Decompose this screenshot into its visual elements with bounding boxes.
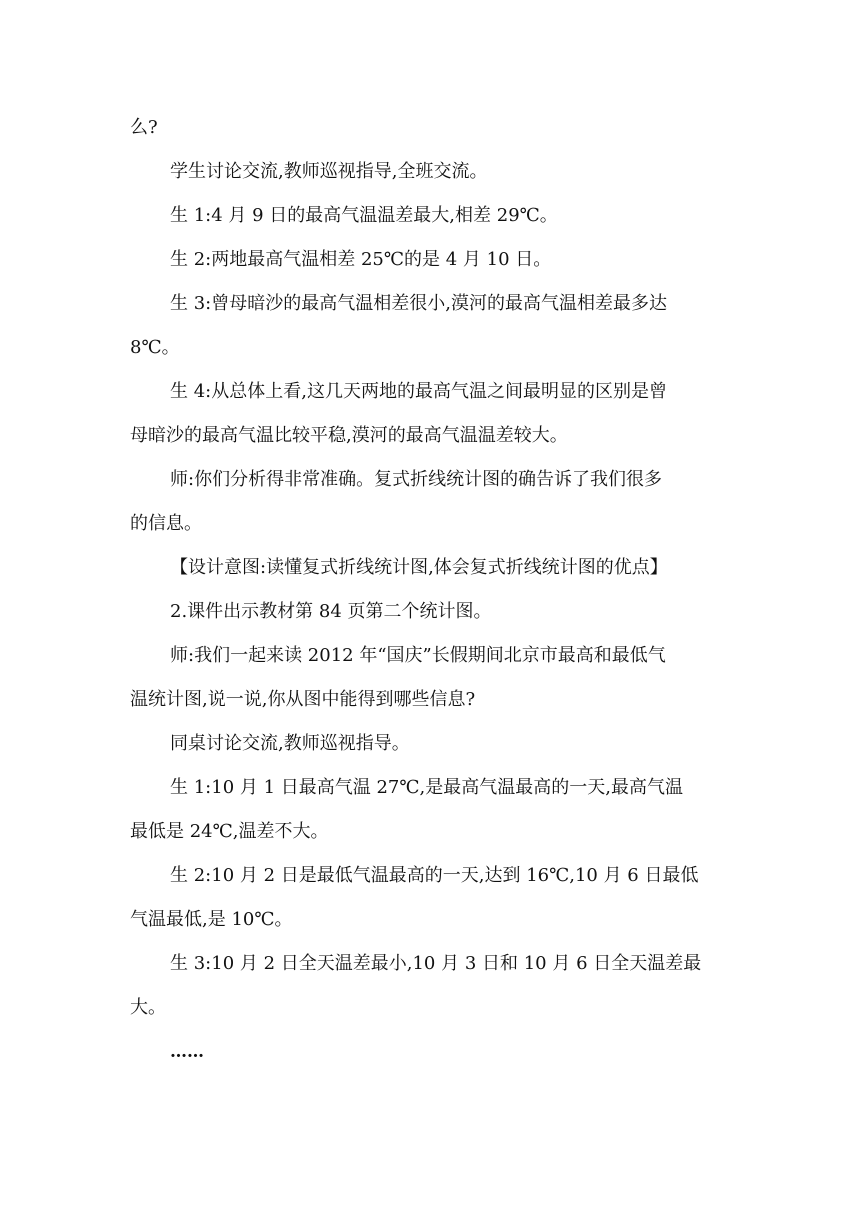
text-line: 8℃。 xyxy=(130,337,180,358)
text-line: 大。 xyxy=(130,997,166,1018)
design-intent-line: 【设计意图:读懂复式折线统计图,体会复式折线统计图的优点】 xyxy=(170,557,668,578)
text-line: 生 2:两地最高气温相差 25℃的是 4 月 10 日。 xyxy=(170,249,552,270)
text-line: 生 3:曾母暗沙的最高气温相差很小,漠河的最高气温相差最多达 xyxy=(170,293,667,314)
text-line: 生 1:10 月 1 日最高气温 27℃,是最高气温最高的一天,最高气温 xyxy=(170,777,683,798)
text-line: 生 1:4 月 9 日的最高气温温差最大,相差 29℃。 xyxy=(170,205,558,226)
ellipsis-line: …… xyxy=(170,1042,204,1062)
text-line: 温统计图,说一说,你从图中能得到哪些信息? xyxy=(130,689,476,710)
text-line: 学生讨论交流,教师巡视指导,全班交流。 xyxy=(170,161,488,182)
document-body xyxy=(130,106,732,1074)
text-line: 么? xyxy=(130,117,158,138)
text-line: 的信息。 xyxy=(130,513,202,534)
text-line: 2.课件出示教材第 84 页第二个统计图。 xyxy=(170,601,492,622)
text-line: 气温最低,是 10℃。 xyxy=(130,909,293,930)
text-line: 生 4:从总体上看,这几天两地的最高气温之间最明显的区别是曾 xyxy=(170,381,667,402)
text-line: 生 3:10 月 2 日全天温差最小,10 月 3 日和 10 月 6 日全天温差最 xyxy=(170,953,702,974)
text-line: 同桌讨论交流,教师巡视指导。 xyxy=(170,733,410,754)
text-line: 最低是 24℃,温差不大。 xyxy=(130,821,329,842)
text-line: 师:我们一起来读 2012 年“国庆”长假期间北京市最高和最低气 xyxy=(170,645,666,666)
text-line: 师:你们分析得非常准确。复式折线统计图的确告诉了我们很多 xyxy=(170,469,663,490)
text-line: 生 2:10 月 2 日是最低气温最高的一天,达到 16℃,10 月 6 日最低 xyxy=(170,865,699,886)
text-line: 母暗沙的最高气温比较平稳,漠河的最高气温温差较大。 xyxy=(130,425,568,446)
